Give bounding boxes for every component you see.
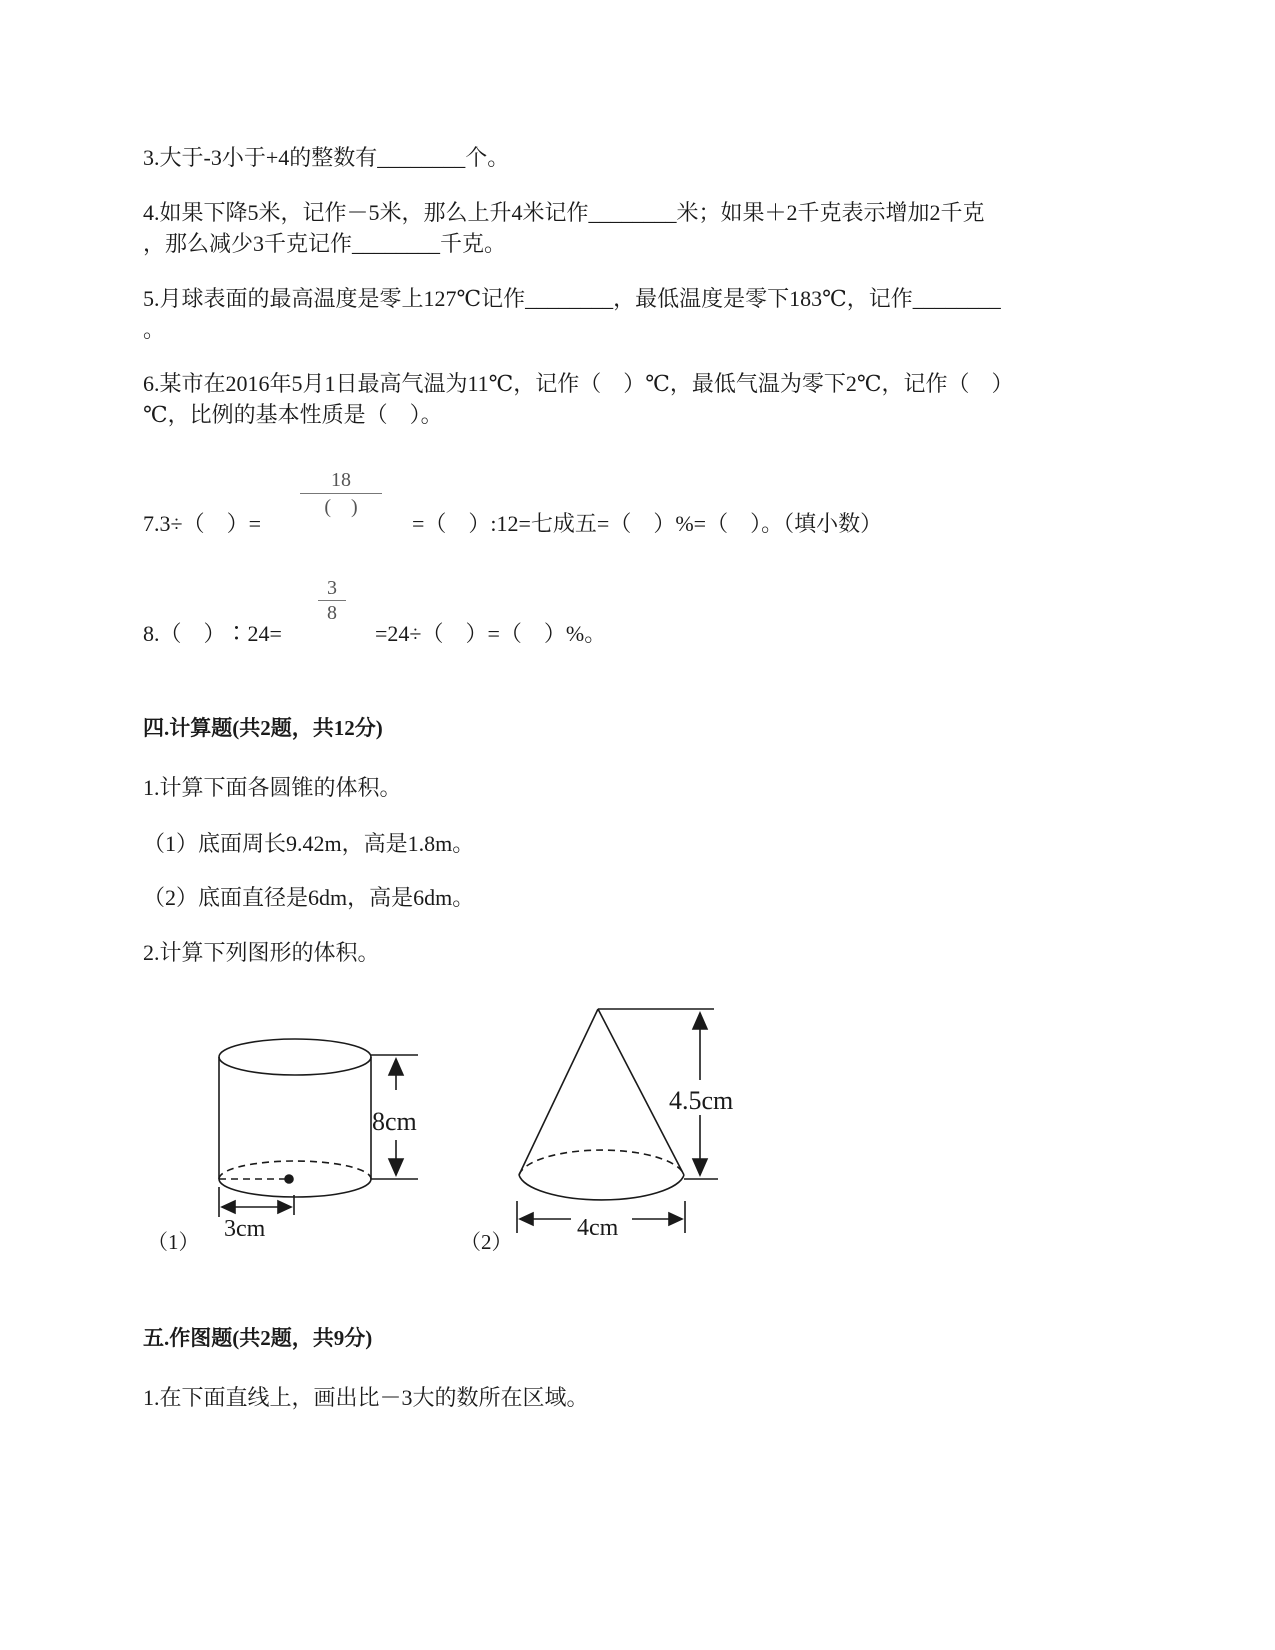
question-8-prefix: 8.（ ）∶24= [143,621,282,646]
question-6-line2: ℃，比例的基本性质是（ ）。 [143,402,443,427]
arrowhead-up [389,1059,403,1075]
fraction-numerator: 18 [331,469,351,491]
cylinder-bottom-front [219,1179,371,1197]
question-3: 3.大于-3小于+4的整数有________个。 [143,145,510,170]
arrowhead-left [520,1213,533,1225]
arrowhead-up [693,1013,707,1029]
fraction-numerator: 3 [327,577,337,599]
arrowhead-right [278,1201,291,1213]
cylinder-center-dot [285,1175,293,1183]
question-5-line2: 。 [143,317,166,342]
arrowhead-left [222,1201,235,1213]
figure-2-label: （2） [460,1230,513,1254]
cylinder-radius-label: 3cm [224,1216,266,1242]
fraction-denominator: ( ) [300,493,382,520]
cone-figure [517,1009,718,1233]
cone-diameter-label: 4cm [577,1215,619,1241]
cylinder-bottom-back [219,1161,371,1179]
cone-height-label: 4.5cm [669,1086,734,1115]
question-7-prefix: 7.3÷（ ）= [143,511,261,536]
figure-1-label: （1） [147,1230,200,1254]
question-5-line1: 5.月球表面的最高温度是零上127℃记作________，最低温度是零下183℃，记作________ [143,286,1001,311]
arrowhead-down [389,1159,403,1175]
fraction-denominator: 8 [318,600,346,625]
cone-base-back [519,1150,684,1175]
draw-question-1: 1.在下面直线上，画出比－3大的数所在区域。 [143,1385,589,1410]
geometry-figures [0,995,1275,1295]
question-6-line1: 6.某市在2016年5月1日最高气温为11℃，记作（ ）℃，最低气温为零下2℃，记作（ ） [143,371,1014,396]
calc-question-1b: （2）底面直径是6dm，高是6dm。 [143,885,475,910]
question-8-suffix: =24÷（ ）=（ ）%。 [375,621,607,646]
question-8-fraction [318,576,346,625]
cone-base-front [519,1175,684,1200]
calc-question-1: 1.计算下面各圆锥的体积。 [143,775,402,800]
cylinder-top-ellipse [219,1039,371,1075]
question-7-suffix: =（ ）:12=七成五=（ ）%=（ ）。（填小数） [412,511,883,536]
section-5-title: 五.作图题(共2题，共9分) [143,1326,373,1350]
question-4-line1: 4.如果下降5米，记作－5米，那么上升4米记作________米；如果＋2千克表示增加2千克 [143,200,985,225]
calc-question-1a: （1）底面周长9.42m，高是1.8m。 [143,831,475,856]
section-4-title: 四.计算题(共2题，共12分) [143,716,383,740]
question-4-line2: ，那么减少3千克记作________千克。 [143,231,507,256]
arrowhead-right [669,1213,682,1225]
cylinder-height-label: 8cm [372,1107,417,1136]
question-7-fraction [300,467,382,520]
arrowhead-down [693,1159,707,1175]
calc-question-2: 2.计算下列图形的体积。 [143,940,380,965]
